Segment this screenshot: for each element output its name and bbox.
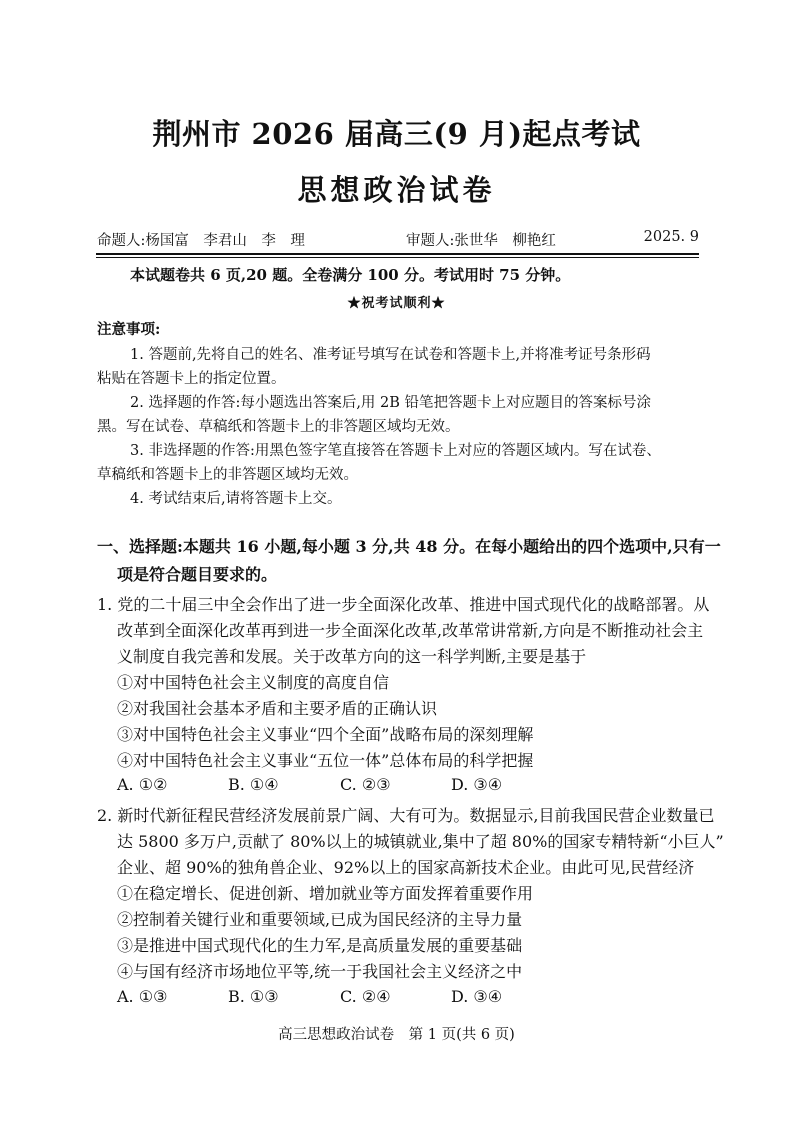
page-footer: 高三思想政治试卷 第 1 页(共 6 页) xyxy=(278,1027,515,1043)
question-1-option-a: A. ①② xyxy=(117,775,168,794)
note-line: 1. 答题前,先将自己的姓名、准考证号填写在试卷和答题卡上,并将准考证号条形码 xyxy=(130,347,651,363)
exam-subject: 思想政治试卷 xyxy=(297,173,496,207)
question-2-option-a: A. ①③ xyxy=(117,987,168,1006)
question-2-item: ②控制着关键行业和重要领域,已成为国民经济的主导力量 xyxy=(117,910,523,929)
header-rule-thin xyxy=(96,257,699,258)
header-rule-thick xyxy=(96,253,699,255)
question-1-stem: 1. 党的二十届三中全会作出了进一步全面深化改革、推进中国式现代化的战略部署。从 xyxy=(97,595,710,614)
question-1-item: ③对中国特色社会主义事业“四个全面”战略布局的深刻理解 xyxy=(117,725,534,744)
setter-line: 命题人:杨国富 李君山 李 理 xyxy=(97,233,305,249)
question-1-item: ①对中国特色社会主义制度的高度自信 xyxy=(117,673,390,692)
question-1-option-c: C. ②③ xyxy=(340,775,391,794)
exam-info-line: 本试题卷共 6 页,20 题。全卷满分 100 分。考试用时 75 分钟。 xyxy=(130,266,571,284)
note-line: 草稿纸和答题卡上的非答题区域均无效。 xyxy=(97,467,358,483)
question-1-item: ④对中国特色社会主义事业“五位一体”总体布局的科学把握 xyxy=(117,751,534,770)
question-2-option-d: D. ③④ xyxy=(451,987,503,1006)
note-line: 粘贴在答题卡上的指定位置。 xyxy=(97,371,286,387)
question-2-item: ③是推进中国式现代化的生力军,是高质量发展的重要基础 xyxy=(117,936,523,955)
question-2-stem: 2. 新时代新征程民营经济发展前景广阔、大有可为。数据显示,目前我国民营企业数量已 xyxy=(97,806,715,825)
question-2-stem: 达 5800 多万户,贡献了 80%以上的城镇就业,集中了超 80%的国家专精特新“小巨人” xyxy=(117,832,724,851)
question-1-stem: 义制度自我完善和发展。关于改革方向的这一科学判断,主要是基于 xyxy=(117,647,587,666)
section-heading: 一、选择题:本题共 16 小题,每小题 3 分,共 48 分。在每小题给出的四个选项中,只有一 xyxy=(97,537,721,556)
note-line: 4. 考试结束后,请将答题卡上交。 xyxy=(130,491,342,507)
reviewer-line: 审题人:张世华 柳艳红 xyxy=(406,233,556,249)
note-line: 黑。写在试卷、草稿纸和答题卡上的非答题区域均无效。 xyxy=(97,419,460,435)
question-1-stem: 改革到全面深化改革再到进一步全面深化改革,改革常讲常新,方向是不断推动社会主 xyxy=(117,621,704,640)
question-1-option-b: B. ①④ xyxy=(228,775,279,794)
note-line: 2. 选择题的作答:每小题选出答案后,用 2B 铅笔把答题卡上对应题目的答案标号涂 xyxy=(130,395,652,411)
question-2-stem: 企业、超 90%的独角兽企业、92%以上的国家高新技术企业。由此可见,民营经济 xyxy=(117,858,695,877)
question-2-item: ④与国有经济市场地位平等,统一于我国社会主义经济之中 xyxy=(117,962,523,981)
question-1-option-d: D. ③④ xyxy=(451,775,503,794)
notes-heading: 注意事项: xyxy=(97,321,161,338)
question-1-item: ②对我国社会基本矛盾和主要矛盾的正确认识 xyxy=(117,699,438,718)
wish-line: ★祝考试顺利★ xyxy=(347,296,446,311)
note-line: 3. 非选择题的作答:用黑色签字笔直接答在答题卡上对应的答题区域内。写在试卷、 xyxy=(130,443,661,459)
question-2-option-b: B. ①③ xyxy=(228,987,279,1006)
section-heading-cont: 项是符合题目要求的。 xyxy=(117,565,278,584)
exam-date: 2025. 9 xyxy=(643,229,699,245)
question-2-option-c: C. ②④ xyxy=(340,987,391,1006)
exam-title: 荆州市 2026 届高三(9 月)起点考试 xyxy=(152,117,641,151)
question-2-item: ①在稳定增长、促进创新、增加就业等方面发挥着重要作用 xyxy=(117,884,534,903)
